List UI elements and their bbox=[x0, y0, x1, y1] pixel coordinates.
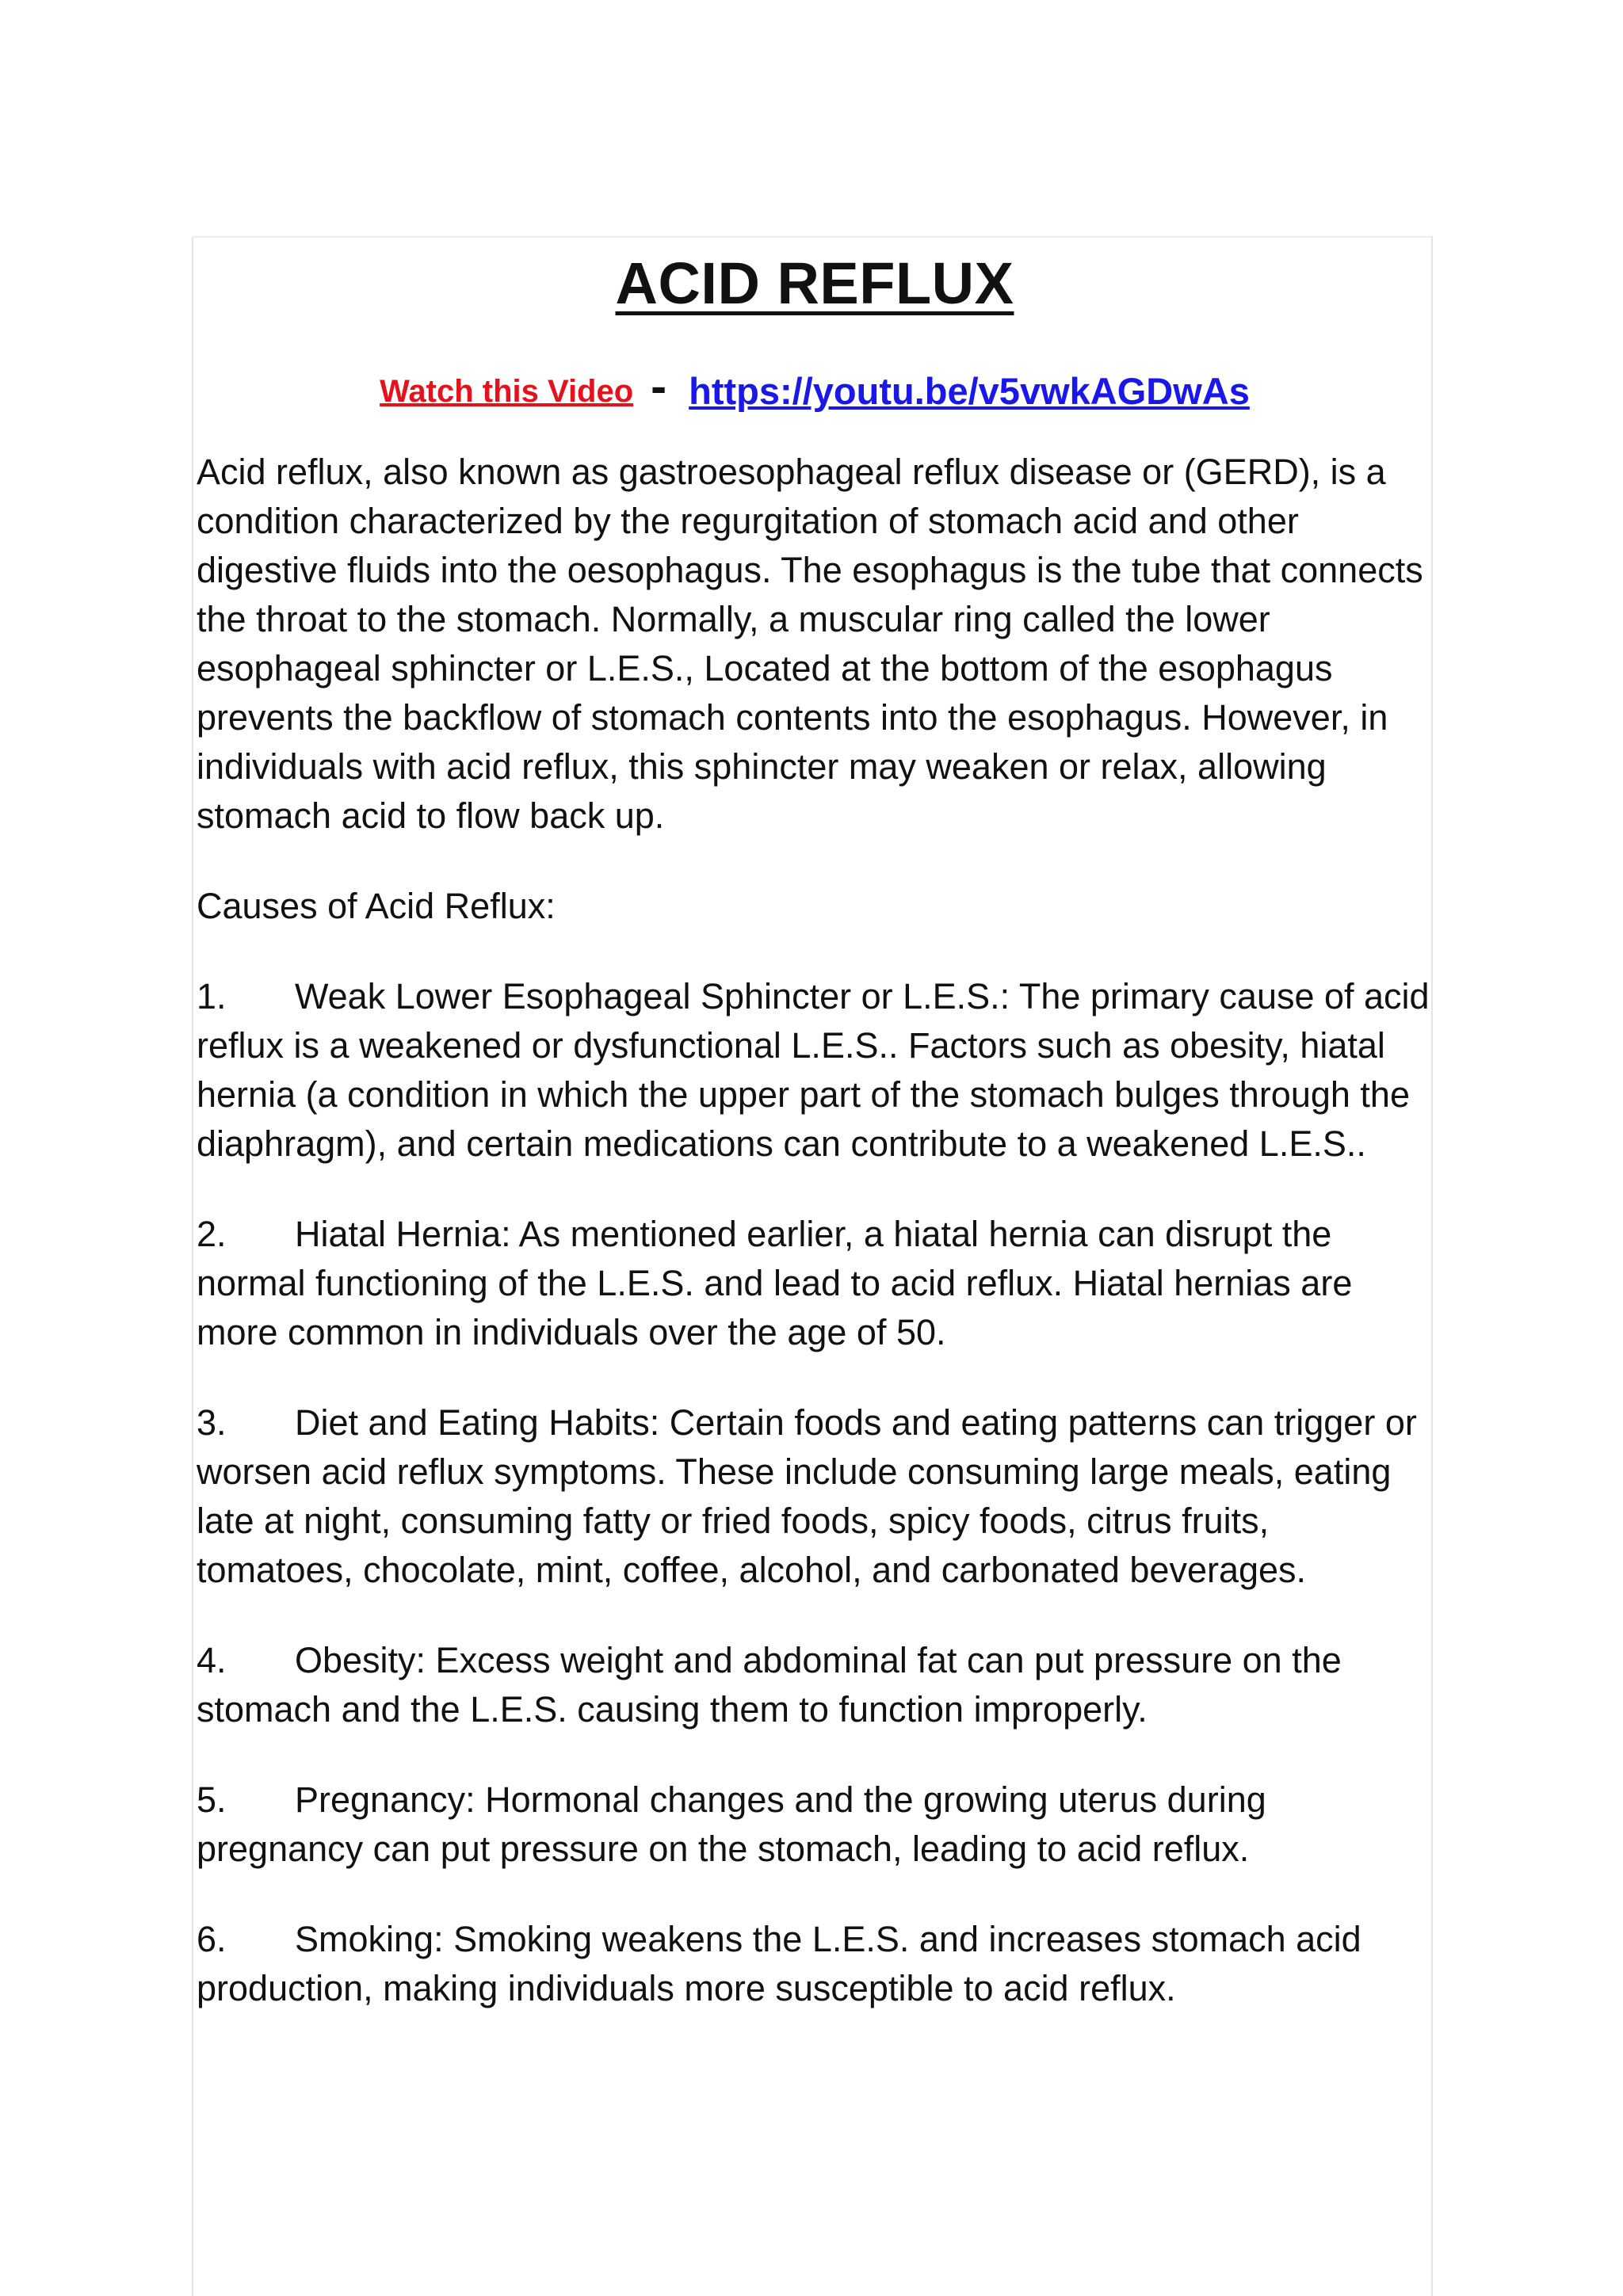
cause-number: 4. bbox=[197, 1639, 227, 1680]
cause-text: Pregnancy: Hormonal changes and the growing uterus during pregnancy can put pressure on the stomach, leading to acid reflux. bbox=[197, 1779, 1266, 1869]
causes-list bbox=[197, 972, 1433, 2013]
cause-number: 2. bbox=[197, 1213, 227, 1254]
cause-text: Smoking: Smoking weakens the L.E.S. and increases stomach acid production, making individuals more susceptible to acid reflux. bbox=[197, 1918, 1361, 2008]
cause-number: 3. bbox=[197, 1402, 227, 1443]
cause-text: Diet and Eating Habits: Certain foods and eating patterns can trigger or worsen acid reflux symptoms. These include consuming large meals, eating late at night, consuming fatty or fried foods, spicy foods, citrus fruits, tomatoes, chocolate, mint, coffee, alcohol, and carbonated beverages. bbox=[197, 1402, 1417, 1590]
cause-item-5 bbox=[197, 1775, 1433, 1874]
intro-paragraph: Acid reflux, also known as gastroesophageal reflux disease or (GERD), is a condition characterized by the regurgitation of stomach acid and other digestive fluids into the oesophagus. The esophagus is the tube that connects the throat to the stomach. Normally, a muscular ring called the lower esophageal sphincter or L.E.S., Located at the bottom of the esophagus prevents the backflow of stomach contents into the esophagus. However, in individuals with acid reflux, this sphincter may weaken or relax, allowing stomach acid to flow back up. bbox=[197, 451, 1423, 836]
cause-item-3 bbox=[197, 1398, 1433, 1595]
page-title: ACID REFLUX bbox=[615, 250, 1014, 316]
separator-dash: - bbox=[651, 359, 667, 413]
video-link[interactable]: https://youtu.be/v5vwkAGDwAs bbox=[689, 369, 1250, 412]
causes-heading: Causes of Acid Reflux: bbox=[197, 885, 556, 926]
video-line bbox=[197, 359, 1433, 419]
cause-number: 1. bbox=[197, 975, 227, 1016]
cause-item-6 bbox=[197, 1915, 1433, 2013]
cause-item-1 bbox=[197, 972, 1433, 1169]
cause-number: 6. bbox=[197, 1918, 227, 1959]
cause-text: Hiatal Hernia: As mentioned earlier, a hiatal hernia can disrupt the normal functioning of the L.E.S. and lead to acid reflux. Hiatal hernias are more common in individuals over the age of 50. bbox=[197, 1213, 1353, 1352]
cause-item-2 bbox=[197, 1210, 1433, 1357]
cause-text: Weak Lower Esophageal Sphincter or L.E.S.: The primary cause of acid reflux is a weakened or dysfunctional L.E.S.. Factors such as obesity, hiatal hernia (a condition in which the upper part of the stomach bulges through the diaphragm), and certain medications can contribute to a weakened L.E.S.. bbox=[197, 975, 1430, 1164]
cause-text: Obesity: Excess weight and abdominal fat can put pressure on the stomach and the L.E.S. causing them to function improperly. bbox=[197, 1639, 1342, 1730]
cause-item-4 bbox=[197, 1636, 1433, 1734]
cause-number: 5. bbox=[197, 1779, 227, 1820]
document-page bbox=[197, 238, 1433, 2013]
watch-video-label: Watch this Video bbox=[380, 373, 634, 409]
